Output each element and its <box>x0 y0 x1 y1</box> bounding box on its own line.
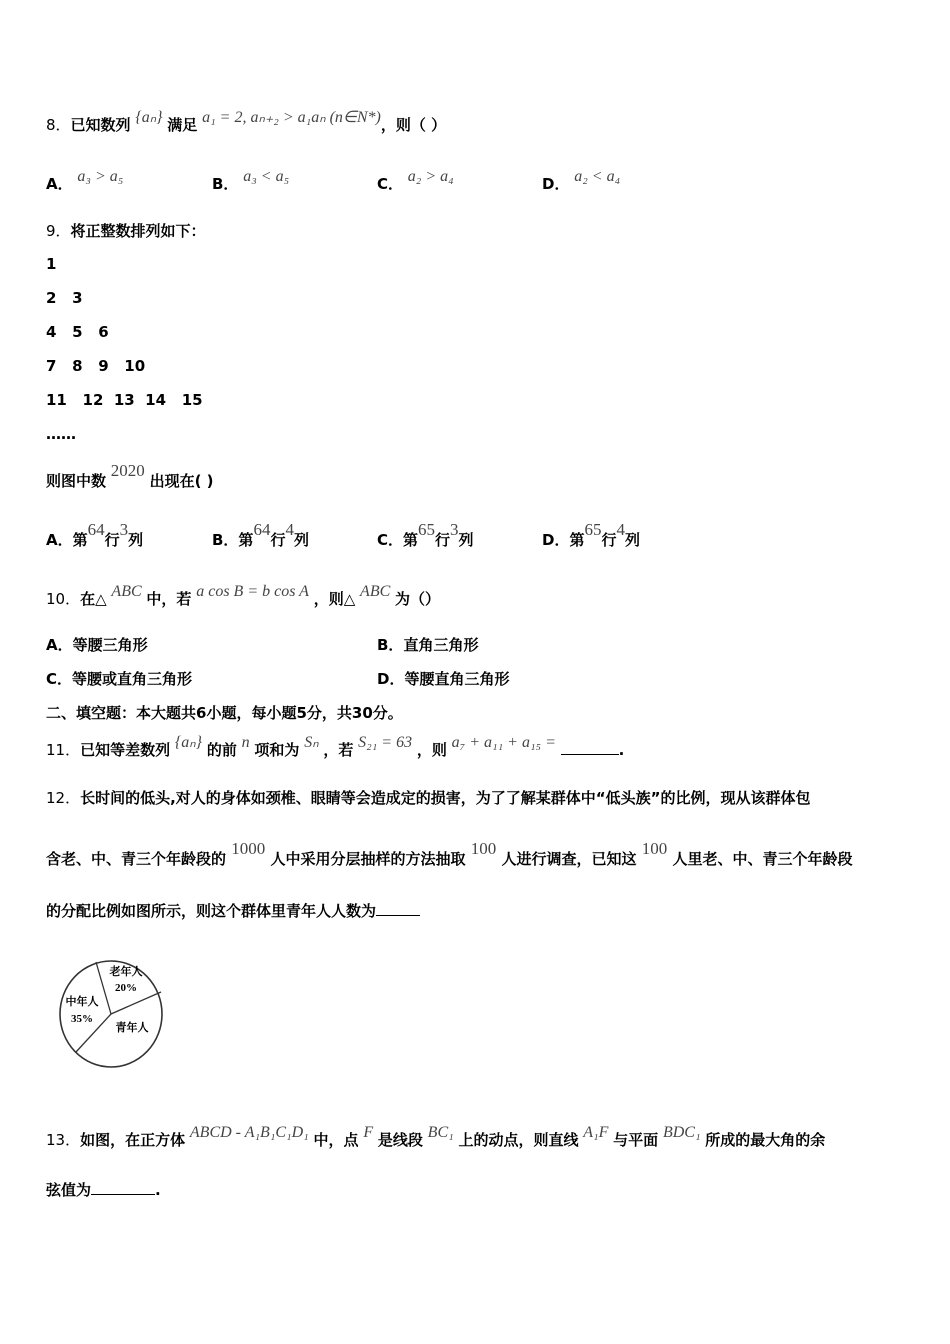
q13-text-2: 中，点 <box>313 1131 359 1149</box>
q10-option-c-text: 等腰或直角三角形 <box>72 670 193 688</box>
q10-text-1: 在△ <box>80 590 107 608</box>
age-distribution-pie <box>56 955 172 1073</box>
q9-option-b[interactable] <box>212 520 309 550</box>
q12-line-1-text: 长时间的低头,对人的身体如颈椎、眼睛等会造成定的损害，为了了解某群体中“低头族”的比例，现从该群体包 <box>80 789 811 807</box>
q8-option-a[interactable] <box>46 168 124 195</box>
q9-row-3: 4 5 6 <box>46 323 109 341</box>
q8-option-b-math: a₃ < a₅ <box>243 168 290 185</box>
q8-text-1: 已知数列 <box>70 116 131 134</box>
q9-option-c[interactable] <box>377 520 474 550</box>
question-9-stem <box>46 221 206 241</box>
q8-option-a-label: A． <box>46 175 73 193</box>
q8-option-a-math: a₃ > a₅ <box>77 168 124 185</box>
q8-text-2: 满足 <box>167 116 198 134</box>
q8-number: 8． <box>46 116 71 134</box>
q9-text: 将正整数排列如下： <box>70 222 206 240</box>
q8-option-c[interactable] <box>377 168 454 195</box>
q11-number: 11． <box>46 741 81 759</box>
q12-num-100-b: 100 <box>641 839 668 858</box>
q9-option-c-label: C．第 <box>377 531 419 549</box>
q9-row-1: 1 <box>46 255 57 273</box>
q11-text-5: ，则 <box>416 741 447 759</box>
q10-triangle-2: ABC <box>360 583 391 600</box>
q9-option-d-row: 65 <box>584 520 602 539</box>
q11-expression: a₇ + a₁₁ + a₁₅ = <box>451 734 556 751</box>
q9-row-2: 2 3 <box>46 289 83 307</box>
q8-text-3: ，则（ ） <box>380 116 447 134</box>
pie-mid-label: 中年人 <box>65 995 99 1008</box>
question-12-line-1 <box>46 788 811 808</box>
q11-sequence: {aₙ} <box>174 734 203 751</box>
q8-option-d[interactable] <box>542 168 621 195</box>
q11-n: n <box>241 734 250 751</box>
question-13-line-2 <box>46 1180 161 1200</box>
q9-option-a-row: 64 <box>87 520 105 539</box>
q10-option-b-label: B． <box>377 636 404 654</box>
q8-option-c-math: a₂ > a₄ <box>407 168 454 185</box>
q10-option-d[interactable] <box>377 669 509 689</box>
q9-option-b-end: 列 <box>293 531 309 549</box>
q12-answer-blank[interactable] <box>376 901 420 916</box>
q8-option-b[interactable] <box>212 168 290 195</box>
q8-option-b-label: B． <box>212 175 239 193</box>
pie-young-label: 青年人 <box>115 1021 149 1034</box>
q10-text-2: 中，若 <box>146 590 192 608</box>
q9-option-b-mid: 行 <box>270 531 286 549</box>
q9-option-a-mid: 行 <box>104 531 120 549</box>
q11-sn: Sₙ <box>304 734 319 751</box>
q8-option-c-label: C． <box>377 175 404 193</box>
q9-stem-pre: 则图中数 <box>46 472 107 490</box>
q13-plane: BDC₁ <box>662 1124 701 1141</box>
q9-option-c-end: 列 <box>458 531 474 549</box>
q10-option-c-label: C． <box>46 670 73 688</box>
q8-option-d-math: a₂ < a₄ <box>574 168 621 185</box>
q13-line-2-text: 弦值为 <box>46 1181 92 1199</box>
question-13-line-1 <box>46 1124 826 1151</box>
pie-old-pct: 20% <box>115 982 137 994</box>
q10-option-a[interactable] <box>46 635 148 655</box>
q13-line: A₁F <box>583 1124 609 1141</box>
q12-line-2b: 人中采用分层抽样的方法抽取 <box>270 850 466 868</box>
q10-text-4: 为（） <box>395 590 441 608</box>
q9-option-d-col: 4 <box>616 520 625 539</box>
q12-line-2c: 人进行调查，已知这 <box>501 850 637 868</box>
q9-option-c-row: 65 <box>418 520 436 539</box>
q12-line-2d: 人里老、中、青三个年龄段 <box>672 850 853 868</box>
q12-line-3-text: 的分配比例如图所示，则这个群体里青年人人数为 <box>46 902 377 920</box>
q9-number: 9． <box>46 222 71 240</box>
q9-option-d[interactable] <box>542 520 640 550</box>
q9-row-4: 7 8 9 10 <box>46 357 146 375</box>
q9-option-a-end: 列 <box>128 531 144 549</box>
q11-answer-blank[interactable] <box>561 740 619 755</box>
pie-mid-pct: 35% <box>71 1013 93 1025</box>
q9-option-c-col: 3 <box>450 520 459 539</box>
q13-number: 13． <box>46 1131 81 1149</box>
q12-number: 12． <box>46 789 81 807</box>
q11-text-2: 的前 <box>206 741 237 759</box>
q11-text-4: ，若 <box>323 741 354 759</box>
q8-sequence: {aₙ} <box>135 109 163 126</box>
q9-option-c-mid: 行 <box>435 531 451 549</box>
q9-option-a-label: A．第 <box>46 531 88 549</box>
q9-option-a-col: 3 <box>119 520 129 539</box>
question-10-stem <box>46 583 441 610</box>
q8-option-d-label: D． <box>542 175 570 193</box>
q9-option-b-col: 4 <box>285 520 294 539</box>
q12-num-100-a: 100 <box>470 839 497 858</box>
q9-row-ellipsis: …… <box>46 425 76 443</box>
q11-s21: S₂₁ = 63 <box>358 734 413 751</box>
q13-text-4: 上的动点，则直线 <box>458 1131 579 1149</box>
q13-point-f: F <box>363 1124 374 1141</box>
section-2-heading: 二、填空题：本大题共6小题，每小题5分，共30分。 <box>46 704 403 722</box>
q13-text-3: 是线段 <box>377 1131 423 1149</box>
q9-row-5: 11 12 13 14 15 <box>46 391 203 409</box>
q10-condition: a cos B = b cos A <box>196 583 309 600</box>
q8-condition: a₁ = 2, aₙ₊₂ > a₁aₙ (n∈N*) <box>202 109 381 126</box>
q9-option-b-label: B．第 <box>212 531 254 549</box>
q11-text-1: 已知等差数列 <box>80 741 171 759</box>
q9-stem-post: 出现在( ) <box>149 472 214 490</box>
q10-option-a-text: 等腰三角形 <box>72 636 148 654</box>
q11-text-6: . <box>618 741 625 759</box>
pie-divider-old-young <box>111 992 161 1014</box>
question-12-line-3 <box>46 901 420 921</box>
q13-segment: BC₁ <box>427 1124 454 1141</box>
q10-option-b-text: 直角三角形 <box>403 636 479 654</box>
q9-option-b-row: 64 <box>253 520 271 539</box>
q10-triangle-1: ABC <box>111 583 142 600</box>
q10-option-d-text: 等腰直角三角形 <box>404 670 510 688</box>
question-11-stem <box>46 734 625 761</box>
q9-question <box>46 461 214 491</box>
q13-end: . <box>155 1181 161 1199</box>
q13-answer-blank[interactable] <box>91 1180 155 1195</box>
q10-option-c[interactable] <box>46 669 192 689</box>
q13-cube: ABCD - A₁B₁C₁D₁ <box>189 1124 309 1141</box>
q12-num-1000: 1000 <box>231 839 266 858</box>
q10-option-d-label: D． <box>377 670 405 688</box>
pie-old-label: 老年人 <box>109 965 143 978</box>
q11-text-3: 项和为 <box>254 741 300 759</box>
q10-number: 10． <box>46 590 81 608</box>
q9-option-d-label: D．第 <box>542 531 585 549</box>
q13-text-5: 与平面 <box>613 1131 659 1149</box>
q10-option-b[interactable] <box>377 635 478 655</box>
q13-text-6: 所成的最大角的余 <box>705 1131 826 1149</box>
q9-stem-number: 2020 <box>110 461 145 480</box>
question-8-stem <box>46 109 447 136</box>
q9-option-a[interactable] <box>46 520 144 550</box>
q9-option-d-mid: 行 <box>601 531 617 549</box>
q10-text-3: ，则△ <box>313 590 356 608</box>
question-12-line-2 <box>46 839 853 869</box>
q9-option-d-end: 列 <box>624 531 640 549</box>
q12-line-2a: 含老、中、青三个年龄段的 <box>46 850 227 868</box>
q13-text-1: 如图，在正方体 <box>80 1131 186 1149</box>
q10-option-a-label: A． <box>46 636 73 654</box>
